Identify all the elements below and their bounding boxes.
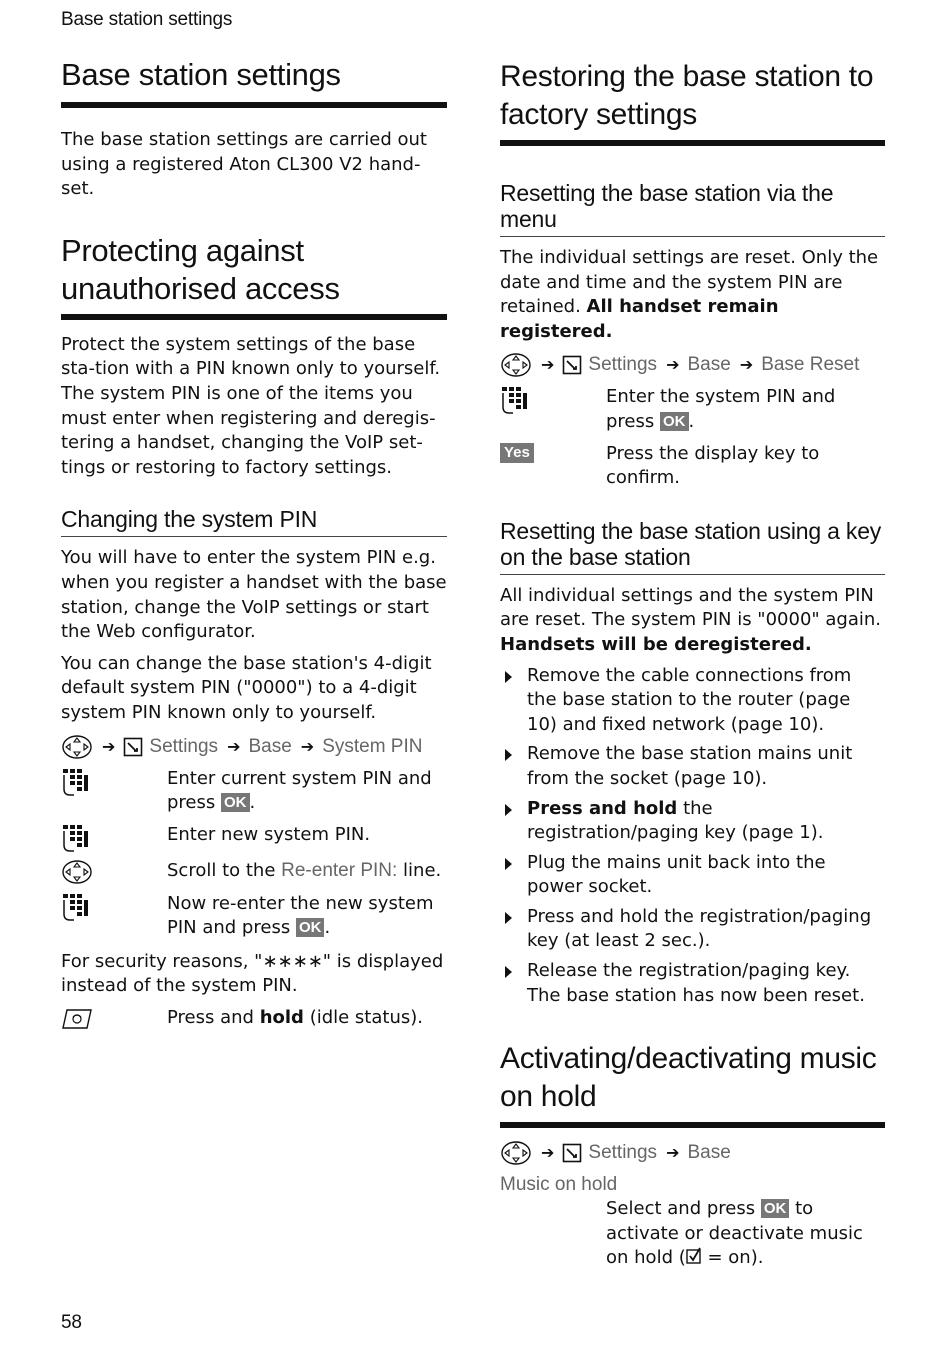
menu-settings: Settings — [588, 1142, 658, 1164]
menu-system-pin: System PIN — [322, 735, 423, 757]
keypad-icon — [500, 385, 606, 434]
list-item — [500, 905, 885, 954]
menu-base-reset: Base Reset — [761, 354, 860, 376]
reset-menu-text — [500, 246, 885, 344]
end-post: (idle status). — [309, 1007, 423, 1029]
menu-base: Base — [687, 1142, 731, 1164]
heading-changing-pin: Changing the system PIN — [61, 506, 447, 537]
list-item — [500, 851, 885, 900]
navigation-key-icon — [500, 1140, 532, 1166]
protect-text: Protect the system settings of the base sta-tion with a PIN known only to yourself. The system PIN is one of the items you must enter when registering and deregis-tering a handset, changing the VoIP set-tings or restoring to factory settings. — [61, 333, 441, 478]
reset-key-body: All individual settings and the system PIN are reset. The system PIN is "0000" again. — [500, 584, 882, 631]
step-enter-new-pin — [61, 823, 447, 855]
menu-path-base-reset — [500, 352, 885, 378]
page-number: 58 — [61, 1312, 82, 1333]
end-pre: Press and — [167, 1007, 254, 1029]
navigation-key-icon — [61, 859, 167, 885]
ok-key: OK — [221, 793, 250, 812]
pin-paragraph-2: You can change the base station's 4-digit default system PIN ("0000") to a 4-digit system PIN known only to yourself. — [61, 652, 432, 723]
bullet-triangle-icon — [505, 671, 512, 683]
bullet-triangle-icon — [505, 912, 512, 924]
keypad-icon — [61, 767, 167, 816]
checked-box-icon — [686, 1247, 702, 1265]
arrow-icon: ➔ — [739, 355, 754, 375]
end-bold: hold — [259, 1007, 304, 1029]
menu-path-system-pin — [61, 734, 447, 760]
ok-key: OK — [761, 1199, 790, 1218]
end-call-key-icon — [61, 1006, 167, 1032]
security-note: For security reasons, "∗∗∗∗" is displayed instead of the system PIN. — [61, 950, 444, 997]
reset-menu-body: The individual settings are reset. Only the date and time and the system PIN are retained. — [500, 247, 879, 318]
pin-paragraph-1: You will have to enter the system PIN e.g. when you register a handset with the base station, change the VoIP settings or start the Web configurator. — [61, 547, 447, 643]
heading-music-on-hold: Activating/deactivating music on hold — [500, 1040, 885, 1128]
bullet-triangle-icon — [505, 749, 512, 761]
right-column — [500, 58, 885, 1271]
arrow-icon: ➔ — [666, 1143, 680, 1163]
running-head: Base station settings — [61, 9, 233, 30]
music-on: = on). — [707, 1247, 764, 1269]
music-instruction: Select and press OK to activate or deactivate music on hold ( = on). — [606, 1198, 863, 1269]
menu-settings: Settings — [149, 735, 219, 757]
list-item — [500, 664, 885, 738]
menu-base: Base — [687, 354, 731, 376]
step3-pre: Scroll to the — [167, 859, 276, 881]
arrow-icon: ➔ — [300, 736, 315, 756]
arrow-icon: ➔ — [541, 1143, 555, 1163]
step-enter-system-pin: Enter the system PIN and press OK . — [500, 385, 885, 434]
ok-key: OK — [660, 412, 689, 431]
arrow-icon: ➔ — [102, 736, 116, 756]
list-item-text: Press and hold the registration/paging key (at least 2 sec.). — [527, 905, 872, 952]
ok-key: OK — [296, 918, 325, 937]
reset-step1-text: Enter the system PIN and press — [606, 386, 836, 432]
settings-menu-icon — [123, 737, 143, 757]
step3-item: Re-enter PIN: — [281, 859, 398, 881]
bullet-triangle-icon — [505, 966, 512, 978]
list-item-text: Remove the base station mains unit from the socket (page 10). — [527, 743, 853, 789]
keypad-icon — [61, 892, 167, 941]
list-item-bold: Press and hold — [527, 797, 678, 819]
music-pre: Select and press — [606, 1198, 756, 1220]
keypad-icon — [61, 823, 167, 855]
arrow-icon: ➔ — [541, 355, 555, 375]
reset-menu-bold: All handset remain registered. — [500, 296, 779, 342]
bullet-triangle-icon — [505, 858, 512, 870]
step3-post: line. — [403, 859, 442, 881]
list-item-text: Release the registration/paging key. The base station has now been reset. — [527, 960, 865, 1006]
step-enter-current-pin: Enter current system PIN and press OK . — [61, 767, 447, 816]
reset-key-bold: Handsets will be deregistered. — [500, 633, 812, 655]
intro-text: The base station settings are carried out using a registered Aton CL300 V2 hand-set. — [61, 129, 427, 200]
arrow-icon: ➔ — [227, 736, 241, 756]
yes-display-key: Yes — [500, 443, 534, 463]
heading-base-station-settings: Base station settings — [61, 56, 447, 108]
left-column — [61, 56, 447, 1032]
navigation-key-icon — [61, 734, 93, 760]
bullet-triangle-icon — [505, 804, 512, 816]
menu-music-on-hold: Music on hold — [500, 1174, 618, 1196]
step-confirm-yes — [500, 442, 885, 491]
step-scroll — [61, 859, 447, 885]
list-item — [500, 742, 885, 791]
heading-protecting-access: Protecting against unauthorised access — [61, 232, 447, 320]
music-post: to activate or deactivate music on hold — [606, 1198, 863, 1269]
list-item-text: Remove the cable connections from the base station to the router (page 10) and fixed network (page 10). — [527, 664, 852, 735]
list-item-text: Plug the mains unit back into the power socket. — [527, 851, 826, 898]
menu-path-music — [500, 1140, 885, 1166]
step-end-call — [61, 1006, 447, 1032]
heading-reset-via-key: Resetting the base station using a key on the base station — [500, 518, 885, 575]
step1-text: Enter current system PIN and press — [167, 767, 432, 814]
heading-restoring-factory: Restoring the base station to factory settings — [500, 58, 885, 146]
heading-reset-via-menu: Resetting the base station via the menu — [500, 180, 885, 237]
arrow-icon: ➔ — [666, 355, 680, 375]
reset-key-steps — [500, 664, 885, 1009]
settings-menu-icon — [562, 1143, 582, 1163]
list-item — [500, 959, 885, 1008]
step2-text: Enter new system PIN. — [167, 823, 371, 845]
menu-settings: Settings — [588, 354, 658, 376]
step-reenter-pin: Now re-enter the new system PIN and press OK . — [61, 892, 447, 941]
settings-menu-icon — [562, 355, 582, 375]
reset-step2-text: Press the display key to confirm. — [606, 442, 820, 489]
navigation-key-icon — [500, 352, 532, 378]
list-item-text: the registration/paging key (page 1). — [527, 797, 824, 844]
step4-text: Now re-enter the new system PIN and press — [167, 892, 434, 939]
reset-key-text — [500, 584, 885, 658]
list-item — [500, 797, 885, 846]
menu-base: Base — [248, 735, 292, 757]
